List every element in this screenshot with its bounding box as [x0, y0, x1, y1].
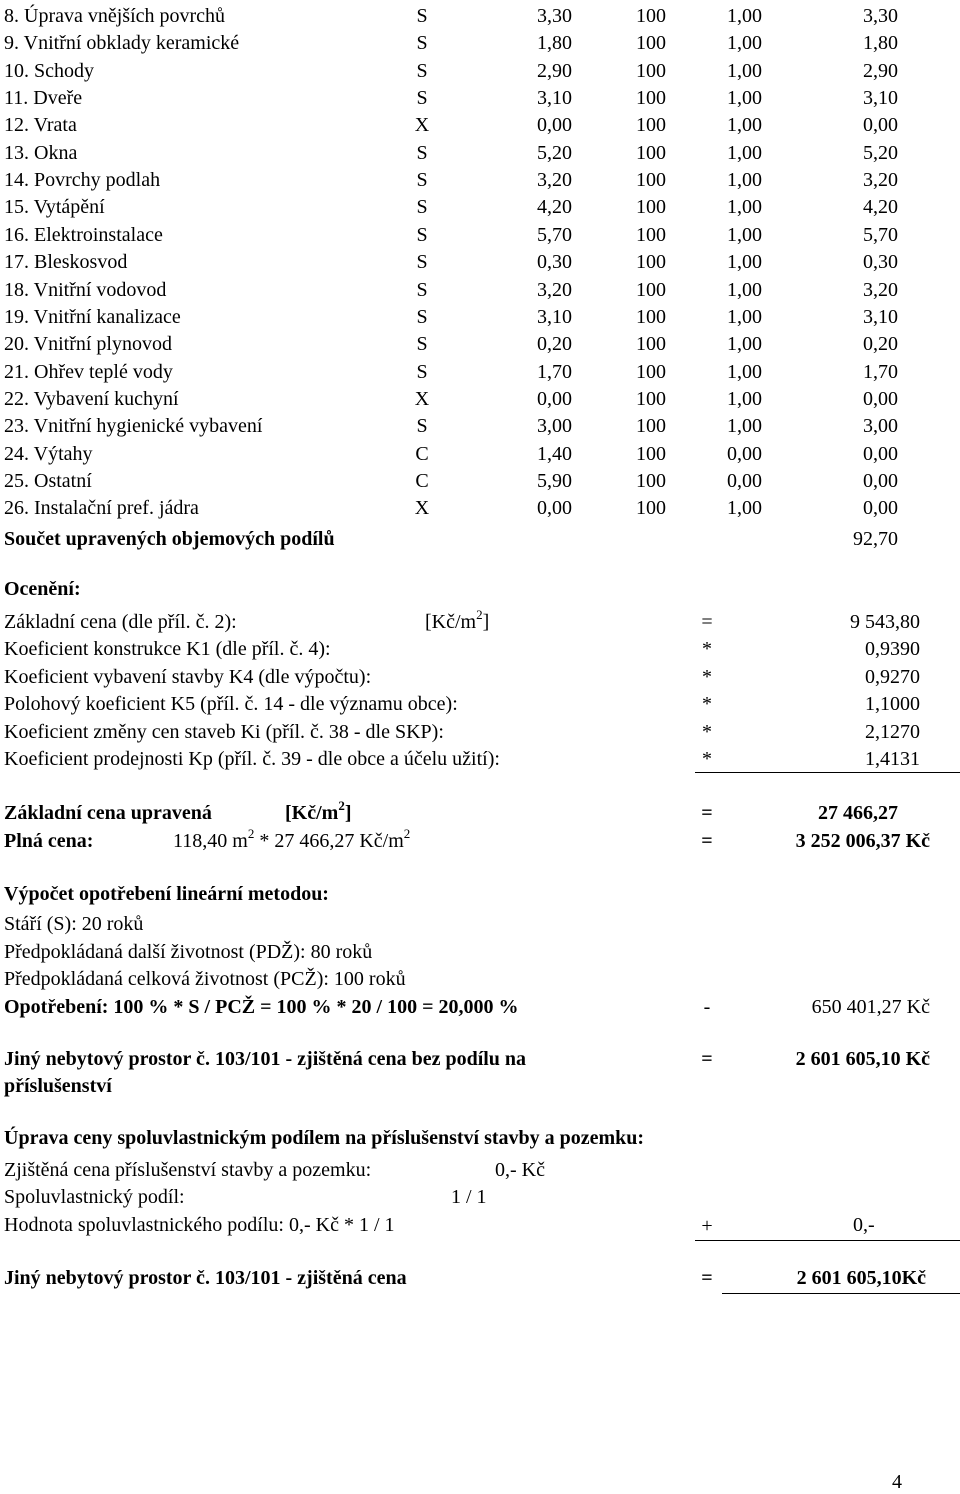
item-type: S	[416, 223, 428, 246]
valuation-value: 9 543,80	[850, 611, 920, 633]
item-type: S	[416, 305, 428, 328]
item-adjusted-share: 0,00	[863, 469, 898, 492]
table-row	[0, 413, 960, 440]
full-price-value: 3 252 006,37 Kč	[795, 830, 930, 852]
valuation-label: Koeficient změny cen staveb Ki (příl. č. 38 - dle SKP):	[4, 720, 444, 743]
table-row	[0, 359, 960, 386]
item-percent: 100	[636, 32, 666, 55]
item-percent: 100	[636, 497, 666, 520]
valuation-value: 0,9390	[865, 638, 920, 661]
item-name: 17. Bleskosvod	[4, 251, 128, 274]
item-adjusted-share: 5,20	[863, 141, 898, 164]
item-name: 9. Vnitřní obklady keramické	[4, 32, 240, 55]
item-name: 19. Vnitřní kanalizace	[4, 305, 181, 328]
item-name: 8. Úprava vnějších povrchů	[4, 5, 226, 27]
item-percent: 100	[636, 305, 666, 328]
item-share: 0,00	[537, 387, 572, 410]
table-row	[0, 331, 960, 358]
item-percent: 100	[636, 5, 666, 27]
item-coefficient: 1,00	[727, 196, 762, 219]
item-percent: 100	[636, 196, 666, 219]
item-percent: 100	[636, 251, 666, 274]
item-percent: 100	[636, 278, 666, 301]
item-share: 5,20	[537, 141, 572, 164]
valuation-op: *	[702, 665, 712, 688]
oceneni-heading: Ocenění:	[4, 578, 81, 600]
item-type: S	[416, 415, 428, 438]
item-type: S	[416, 196, 428, 219]
depreciation-op: -	[703, 996, 711, 1018]
item-percent: 100	[636, 87, 666, 110]
share-rule	[695, 1240, 960, 1241]
final-price-op: =	[701, 1267, 713, 1289]
item-name: 23. Vnitřní hygienické vybavení	[4, 415, 263, 438]
item-coefficient: 1,00	[727, 223, 762, 246]
share-value-op: +	[701, 1215, 713, 1237]
valuation-value: 1,1000	[865, 693, 920, 716]
base-price-unit: $[Kč/m^2]$	[425, 607, 490, 633]
depreciation-heading: Výpočet opotřebení lineární metodou:	[4, 883, 329, 905]
share-label: Spoluvlastnický podíl:	[4, 1186, 185, 1208]
share-value-amount: 0,-	[853, 1214, 875, 1236]
item-share: 3,10	[537, 87, 572, 110]
item-name: 11. Dveře	[4, 87, 83, 110]
accessories-price-label: Zjištěná cena příslušenství stavby a pozemku:	[4, 1159, 372, 1181]
adjusted-price-unit: $[Kč/m^2]$	[285, 798, 352, 824]
item-share: 1,80	[537, 32, 572, 55]
item-name: 24. Výtahy	[4, 442, 93, 465]
item-type: C	[415, 442, 429, 465]
table-row	[0, 167, 960, 194]
item-percent: 100	[636, 333, 666, 356]
item-coefficient: 0,00	[727, 469, 762, 492]
item-coefficient: 1,00	[727, 415, 762, 438]
item-name: 16. Elektroinstalace	[4, 223, 163, 246]
item-coefficient: 1,00	[727, 59, 762, 82]
valuation-op: *	[702, 693, 712, 716]
item-adjusted-share: 3,20	[863, 278, 898, 301]
valuation-label: Koeficient prodejnosti Kp (příl. č. 39 - dle obce a účelu užití):	[4, 748, 500, 770]
table-row	[0, 85, 960, 112]
item-coefficient: 1,00	[727, 387, 762, 410]
item-type: X	[414, 387, 430, 410]
item-coefficient: 0,00	[727, 442, 762, 465]
table-row	[0, 495, 960, 522]
table-row	[0, 194, 960, 221]
item-adjusted-share: 1,80	[863, 32, 898, 55]
table-row	[0, 140, 960, 167]
item-coefficient: 1,00	[727, 114, 762, 137]
item-type: S	[416, 87, 428, 110]
found-price-label-line1: Jiný nebytový prostor č. 103/101 - zjištěná cena bez podílu na	[4, 1048, 527, 1070]
valuation-label: Polohový koeficient K5 (příl. č. 14 - dle významu obce):	[4, 693, 458, 716]
item-percent: 100	[636, 469, 666, 492]
sum-label: Součet upravených objemových podílů	[4, 528, 335, 550]
item-share: 3,30	[537, 5, 572, 27]
found-price-value: 2 601 605,10 Kč	[795, 1048, 930, 1070]
full-price-op: =	[701, 830, 713, 852]
item-name: 15. Vytápění	[4, 196, 105, 219]
sum-value: 92,70	[853, 528, 898, 550]
item-type: S	[416, 169, 428, 192]
item-type: X	[414, 114, 430, 137]
item-share: 5,70	[537, 223, 572, 246]
item-coefficient: 1,00	[727, 141, 762, 164]
table-row	[0, 249, 960, 276]
item-type: S	[416, 5, 428, 27]
table-row	[0, 58, 960, 85]
valuation-op: =	[701, 611, 713, 633]
item-share: 4,20	[537, 196, 572, 219]
total-life-text: Předpokládaná celková životnost (PCŽ): 100 roků	[4, 968, 406, 990]
item-adjusted-share: 0,20	[863, 333, 898, 356]
item-type: S	[416, 278, 428, 301]
item-coefficient: 1,00	[727, 497, 762, 520]
item-share: 5,90	[537, 469, 572, 492]
share-value: 1 / 1	[451, 1186, 487, 1208]
item-coefficient: 1,00	[727, 87, 762, 110]
item-adjusted-share: 3,10	[863, 87, 898, 110]
item-name: 22. Vybavení kuchyní	[4, 387, 179, 410]
item-name: 12. Vrata	[4, 114, 77, 137]
item-share: 0,00	[537, 114, 572, 137]
share-value-label: Hodnota spoluvlastnického podílu: 0,- Kč * 1 / 1	[4, 1214, 395, 1236]
accessories-price-value: 0,- Kč	[495, 1159, 545, 1181]
item-share: 1,40	[537, 442, 572, 465]
item-coefficient: 1,00	[727, 251, 762, 274]
table-row	[0, 386, 960, 413]
item-share: 2,90	[537, 59, 572, 82]
item-type: S	[416, 251, 428, 274]
sum-row	[0, 526, 960, 553]
item-name: 21. Ohřev teplé vody	[4, 360, 173, 383]
item-adjusted-share: 0,00	[863, 442, 898, 465]
valuation-label: Základní cena (dle příl. č. 2):	[4, 611, 237, 633]
adjusted-price-value: 27 466,27	[818, 802, 898, 824]
item-name: 20. Vnitřní plynovod	[4, 333, 172, 356]
item-adjusted-share: 4,20	[863, 196, 898, 219]
item-adjusted-share: 0,00	[863, 387, 898, 410]
valuation-op: *	[702, 720, 712, 743]
item-percent: 100	[636, 141, 666, 164]
item-percent: 100	[636, 415, 666, 438]
item-name: 26. Instalační pref. jádra	[4, 497, 199, 520]
item-name: 14. Povrchy podlah	[4, 169, 161, 192]
item-percent: 100	[636, 360, 666, 383]
table-row	[0, 441, 960, 468]
item-name: 13. Okna	[4, 141, 78, 164]
valuation-label: Koeficient konstrukce K1 (dle příl. č. 4):	[4, 638, 331, 661]
table-row	[0, 304, 960, 331]
valuation-value: 1,4131	[865, 748, 920, 770]
item-adjusted-share: 2,90	[863, 59, 898, 82]
table-row	[0, 222, 960, 249]
final-rule	[722, 1293, 960, 1294]
table-row	[0, 112, 960, 139]
found-price-op: =	[701, 1048, 713, 1070]
item-adjusted-share: 3,00	[863, 415, 898, 438]
item-type: S	[416, 32, 428, 55]
item-coefficient: 1,00	[727, 32, 762, 55]
valuation-value: 0,9270	[865, 665, 920, 688]
item-adjusted-share: 0,00	[863, 114, 898, 137]
full-price-formula: 118,40 $m^2 * 27$ 466,27 $Kč/m^2$	[173, 826, 411, 852]
table-row	[0, 468, 960, 495]
item-adjusted-share: 3,20	[863, 169, 898, 192]
item-percent: 100	[636, 169, 666, 192]
full-price-label: Plná cena:	[4, 830, 94, 852]
final-price-value: 2 601 605,10Kč	[796, 1267, 926, 1289]
item-name: 10. Schody	[4, 59, 94, 82]
item-share: 3,10	[537, 305, 572, 328]
item-coefficient: 1,00	[727, 278, 762, 301]
item-type: S	[416, 141, 428, 164]
item-share: 0,00	[537, 497, 572, 520]
item-coefficient: 1,00	[727, 305, 762, 328]
table-row	[0, 3, 960, 30]
remaining-life-text: Předpokládaná další životnost (PDŽ): 80 roků	[4, 941, 373, 963]
item-adjusted-share: 1,70	[863, 360, 898, 383]
item-type: X	[414, 497, 430, 520]
item-type: S	[416, 360, 428, 383]
co-ownership-heading: Úprava ceny spoluvlastnickým podílem na příslušenství stavby a pozemku:	[4, 1127, 645, 1149]
item-adjusted-share: 3,30	[863, 5, 898, 27]
item-coefficient: 1,00	[727, 169, 762, 192]
item-percent: 100	[636, 387, 666, 410]
found-price-label-line2: příslušenství	[4, 1075, 112, 1097]
item-name: 18. Vnitřní vodovod	[4, 278, 167, 301]
item-type: S	[416, 333, 428, 356]
valuation-label: Koeficient vybavení stavby K4 (dle výpočtu):	[4, 665, 372, 688]
adjusted-price-label: Základní cena upravená	[4, 802, 212, 824]
item-adjusted-share: 0,30	[863, 251, 898, 274]
valuation-op: *	[702, 638, 712, 661]
item-percent: 100	[636, 223, 666, 246]
item-coefficient: 1,00	[727, 360, 762, 383]
item-percent: 100	[636, 442, 666, 465]
item-share: 0,20	[537, 333, 572, 356]
table-row	[0, 277, 960, 304]
item-adjusted-share: 3,10	[863, 305, 898, 328]
item-share: 3,00	[537, 415, 572, 438]
item-coefficient: 1,00	[727, 5, 762, 27]
item-share: 3,20	[537, 169, 572, 192]
item-share: 0,30	[537, 251, 572, 274]
item-adjusted-share: 0,00	[863, 497, 898, 520]
item-percent: 100	[636, 114, 666, 137]
item-name: 25. Ostatní	[4, 469, 92, 492]
table-row	[0, 30, 960, 57]
valuation-rule	[695, 772, 960, 773]
age-text: Stáří (S): 20 roků	[4, 913, 144, 935]
final-price-label: Jiný nebytový prostor č. 103/101 - zjištěná cena	[4, 1267, 407, 1289]
depreciation-formula: Opotřebení: 100 % * S / PCŽ = 100 % * 20 / 100 = 20,000 %	[4, 996, 519, 1018]
valuation-value: 2,1270	[865, 720, 920, 743]
item-type: S	[416, 59, 428, 82]
valuation-op: *	[702, 748, 712, 770]
item-percent: 100	[636, 59, 666, 82]
adjusted-price-op: =	[701, 802, 713, 824]
item-share: 3,20	[537, 278, 572, 301]
item-adjusted-share: 5,70	[863, 223, 898, 246]
page-number: 4	[892, 1471, 902, 1493]
depreciation-value: 650 401,27 Kč	[811, 996, 930, 1018]
item-share: 1,70	[537, 360, 572, 383]
item-type: C	[415, 469, 429, 492]
item-coefficient: 1,00	[727, 333, 762, 356]
